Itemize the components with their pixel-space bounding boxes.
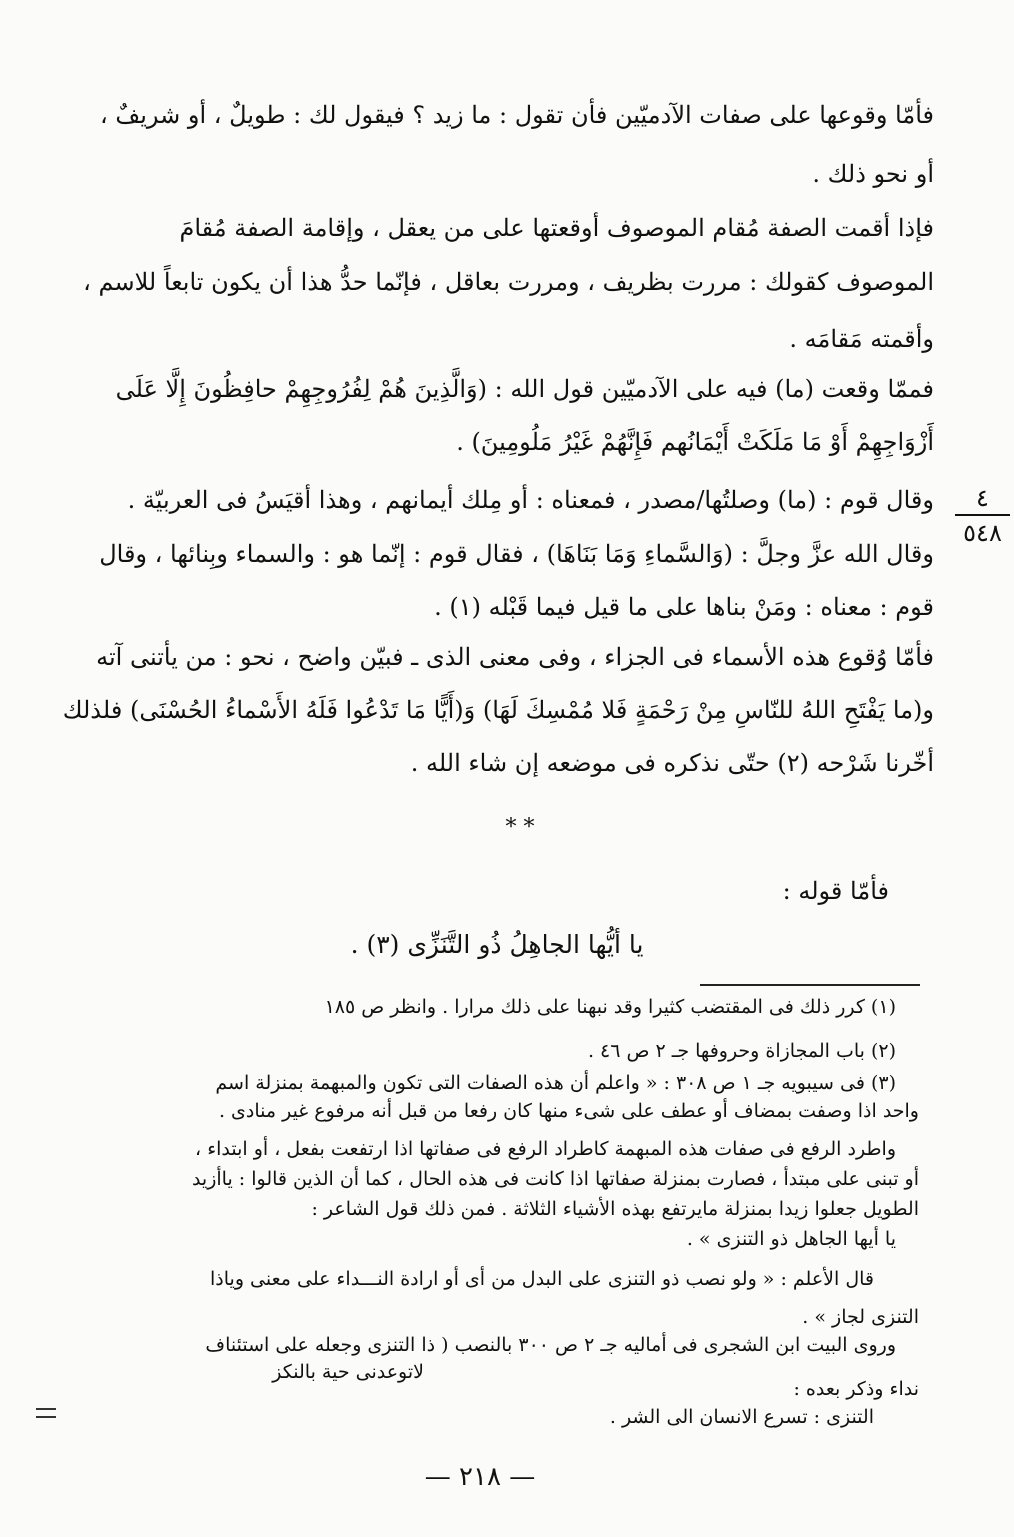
margin-reference [955, 482, 1010, 550]
body-line: وأقمته مَقامَه . [789, 325, 934, 353]
footnote-3-line: أو تبنى على مبتدأ ، فصارت بمنزلة صفاتها اذا كانت فى هذه الحال ، كما أن الذين قالوا : ياأزيد [191, 1168, 919, 1190]
body-line: فممّا وقعت (ما) فيه على الآدميّين قول الله : (وَالَّذِينَ هُمْ لِفُرُوجِهِمْ حافِظُونَ إِلَّا عَلَى [115, 375, 934, 403]
verse: يا أيُّها الجاهِلُ ذُو التَّنَزِّى (٣) . [350, 930, 644, 959]
body-line: و(ما يَفْتَحِ اللهُ للنّاسِ مِنْ رَحْمَةٍ فَلا مُمْسِكَ لَهَا) وَ(أَيًّا مَا تَدْعُوا فَلَهُ الأَسْماءُ الحُسْنَى) فلذلك [62, 696, 934, 724]
margin-reference-volume: ٤ [955, 482, 1010, 516]
body-line: وقال الله عزَّ وجلَّ : (وَالسَّماءِ وَمَا بَنَاهَا) ، فقال قوم : إنّما هو : والسماء وبِنائها ، وقال [99, 540, 934, 568]
footnote-2: (٢) باب المجازاة وحروفها جـ ٢ ص ٤٦ . [587, 1040, 896, 1062]
edge-mark [36, 1408, 56, 1418]
margin-reference-page: ٥٤٨ [963, 519, 1002, 547]
body-line: أَزْوَاجِهِمْ أَوْ مَا مَلَكَتْ أَيْمَانُهم فَإِنَّهُمْ غَيْرُ مَلُومِينَ) . [456, 428, 934, 456]
footnote-3-line: واطرد الرفع فى صفات هذه المبهمة كاطراد الرفع فى صفاتها اذا ارتفعت بفعل ، أو ابتداء ، [195, 1138, 896, 1160]
section-separator: * * [505, 815, 535, 840]
body-line: أخّرنا شَرْحه (٢) حتّى نذكره فى موضعه إن شاء الله . [410, 749, 934, 777]
quote-intro: فأمّا قوله : [782, 877, 889, 905]
footnote-3-line: قال الأعلم : « ولو نصب ذو التنزى على البدل من أى أو ارادة النـــداء على معنى وياذا [210, 1268, 874, 1290]
footnote-3-line: الطويل جعلوا زيدا بمنزلة مايرتفع بهذه الأشياء الثلاثة . فمن ذلك قول الشاعر : [311, 1198, 919, 1220]
footnote-3-line: وروى البيت ابن الشجرى فى أماليه جـ ٢ ص ٣٠٠ بالنصب ( ذا التنزى وجعله على استئناف [205, 1334, 896, 1356]
footnote-rule [700, 984, 920, 986]
body-line: فأمّا وُقوع هذه الأسماء فى الجزاء ، وفى معنى الذى ـ فبيّن واضح ، نحو : من يأتنى آته [96, 643, 934, 671]
footnote-1: (١) كرر ذلك فى المقتضب كثيرا وقد نبهنا على ذلك مرارا . وانظر ص ١٨٥ [324, 996, 896, 1018]
body-line: قوم : معناه : ومَنْ بناها على ما قيل فيما قَبْله (١) . [434, 593, 934, 621]
footnote-3-line: التنزى لجاز » . [802, 1306, 919, 1328]
body-line: فأمّا وقوعها على صفات الآدميّين فأن تقول : ما زيد ؟ فيقول لك : طويلٌ ، أو شريفٌ ، [100, 101, 934, 129]
footnote-3-line: يا أيها الجاهل ذو التنزى » . [686, 1228, 896, 1250]
page-number: — ٢١٨ — [424, 1462, 536, 1492]
footnote-3: (٣) فى سيبويه جـ ١ ص ٣٠٨ : « واعلم أن هذه الصفات التى تكون والمبهمة بمنزلة اسم [215, 1072, 896, 1094]
body-line: فإذا أقمت الصفة مُقام الموصوف أوقعتها على من يعقل ، وإقامة الصفة مُقامَ [179, 214, 934, 242]
body-line: وقال قوم : (ما) وصلتُها/مصدر ، فمعناه : أو مِلك أيمانهم ، وهذا أقيَسُ فى العربيّة . [127, 486, 934, 514]
body-line: الموصوف كقولك : مررت بظريف ، ومررت بعاقل ، فإنّما حدُّ هذا أن يكون تابعاً للاسم ، [83, 268, 934, 296]
footnote-3-line: واحد اذا وصفت بمضاف أو عطف على شىء منها كان رفعا من قبل أنه مرفوع غير منادى . [218, 1100, 919, 1122]
footnote-verse: لاتوعدنى حية بالنكز [272, 1361, 424, 1383]
body-line: أو نحو ذلك . [812, 160, 934, 188]
footnote-3-line: نداء وذكر بعده : [793, 1378, 919, 1400]
footnote-3-line: التنزى : تسرع الانسان الى الشر . [609, 1406, 874, 1428]
